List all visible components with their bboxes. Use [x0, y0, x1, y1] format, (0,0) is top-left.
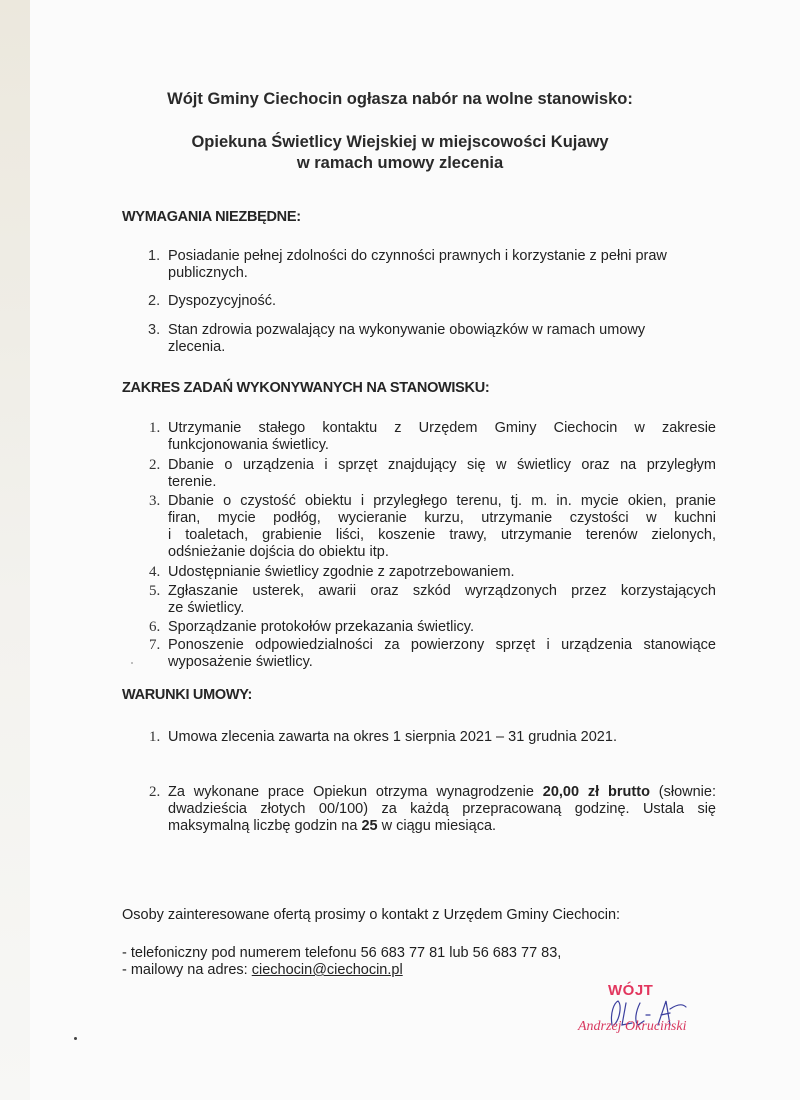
requirement-line: zlecenia.: [168, 339, 226, 355]
requirement-line: Stan zdrowia pozwalający na wykonywanie obowiązków w ramach umowy: [168, 322, 646, 338]
requirement-item: [168, 248, 667, 282]
condition-item: [168, 729, 617, 746]
condition-number: 2.: [149, 784, 161, 800]
contact-phone: - telefoniczny pod numerem telefonu 56 683 77 81 lub 56 683 77 83,: [122, 945, 562, 961]
duty-item: [168, 457, 716, 491]
duty-line: odśnieżanie dojścia do obiektu itp.: [168, 544, 389, 560]
duty-number: 6.: [149, 619, 161, 635]
condition-text: w ciągu miesiąca.: [377, 818, 497, 834]
requirement-item: [168, 322, 645, 356]
condition-line: [168, 784, 716, 801]
duty-line: wyposażenie świetlicy.: [168, 654, 313, 670]
duty-number: 5.: [149, 583, 161, 599]
duty-item: [168, 619, 474, 636]
duty-line: Sporządzanie protokołów przekazania świetlicy.: [168, 619, 474, 635]
duties-heading: ZAKRES ZADAŃ WYKONYWANYCH NA STANOWISKU:: [122, 380, 490, 396]
duty-number: 1.: [149, 420, 161, 436]
duty-number: 3.: [149, 493, 161, 509]
duty-line: Dbanie o czystość obiektu i przyległego terenu, tj. m. in. mycie okien, pranie: [168, 493, 716, 509]
announcement-title: Wójt Gminy Ciechocin ogłasza nabór na wolne stanowisko:: [167, 90, 633, 108]
email-link[interactable]: ciechocin@ciechocin.pl: [251, 962, 403, 978]
requirement-line: Posiadanie pełnej zdolności do czynności prawnych i korzystanie z pełni praw: [168, 248, 667, 264]
conditions-heading: WARUNKI UMOWY:: [122, 687, 253, 703]
duty-item: [168, 637, 716, 671]
duty-line: Zgłaszanie usterek, awarii oraz szkód wyrządzonych przez korzystających: [168, 583, 716, 599]
requirement-number: 1.: [148, 248, 161, 264]
condition-item: [168, 784, 716, 835]
requirement-item: [168, 293, 276, 310]
contact-mail-label: - mailowy na adres:: [122, 962, 252, 978]
duty-number: 4.: [149, 564, 161, 580]
stamp-title: WÓJT: [608, 982, 654, 999]
scan-speck: [131, 662, 133, 664]
requirement-line: Dyspozycyjność.: [168, 293, 276, 309]
contact-mail: [122, 962, 403, 979]
condition-text: maksymalną liczbę godzin na: [168, 818, 362, 834]
contact-intro: Osoby zainteresowane ofertą prosimy o kontakt z Urzędem Gminy Ciechocin:: [122, 907, 621, 923]
requirement-number: 3.: [148, 322, 161, 338]
duty-line: Dbanie o urządzenia i sprzęt znajdujący się w świetlicy oraz na przyległym: [168, 457, 716, 473]
requirement-number: 2.: [148, 293, 161, 309]
condition-text: Za wykonane prace Opiekun otrzyma wynagrodzenie: [168, 784, 543, 800]
duty-line: terenie.: [168, 474, 217, 490]
duty-number: 7.: [149, 637, 161, 653]
duty-line: Utrzymanie stałego kontaktu z Urzędem Gminy Ciechocin w zakresie: [168, 420, 716, 436]
duty-item: [168, 564, 515, 581]
requirement-line: publicznych.: [168, 265, 248, 281]
position-title-line2: w ramach umowy zlecenia: [296, 154, 504, 172]
max-hours: 25: [361, 818, 378, 834]
condition-text: (słownie:: [649, 784, 716, 800]
duty-line: Udostępnianie świetlicy zgodnie z zapotrzebowaniem.: [168, 564, 515, 580]
duty-line: funkcjonowania świetlicy.: [168, 437, 329, 453]
duty-item: [168, 493, 716, 561]
duty-item: [168, 420, 716, 454]
wage-amount: 20,00 zł brutto: [542, 784, 650, 800]
condition-line: Umowa zlecenia zawarta na okres 1 sierpnia 2021 – 31 grudnia 2021.: [168, 729, 617, 745]
scan-speck: [74, 1037, 77, 1040]
condition-line: dwadzieścia złotych 00/100) za każdą przepracowaną godzinę. Ustala się: [168, 801, 716, 817]
duty-number: 2.: [149, 457, 161, 473]
duty-line: firan, mycie podłóg, wycieranie kurzu, utrzymanie czystości w kuchni: [168, 510, 716, 526]
condition-line: [168, 818, 716, 835]
position-title-line1: Opiekuna Świetlicy Wiejskiej w miejscowości Kujawy: [191, 133, 609, 151]
duty-line: ze świetlicy.: [168, 600, 245, 616]
requirements-heading: WYMAGANIA NIEZBĘDNE:: [122, 209, 301, 225]
duty-line: Ponoszenie odpowiedzialności za powierzony sprzęt i urządzenia stanowiące: [168, 637, 716, 653]
duty-item: [168, 583, 716, 617]
stamp-name: Andrzej Okruciński: [578, 1019, 687, 1034]
duty-line: i toaletach, grabienie liści, koszenie trawy, utrzymanie terenów zielonych,: [168, 527, 716, 543]
condition-number: 1.: [149, 729, 161, 745]
